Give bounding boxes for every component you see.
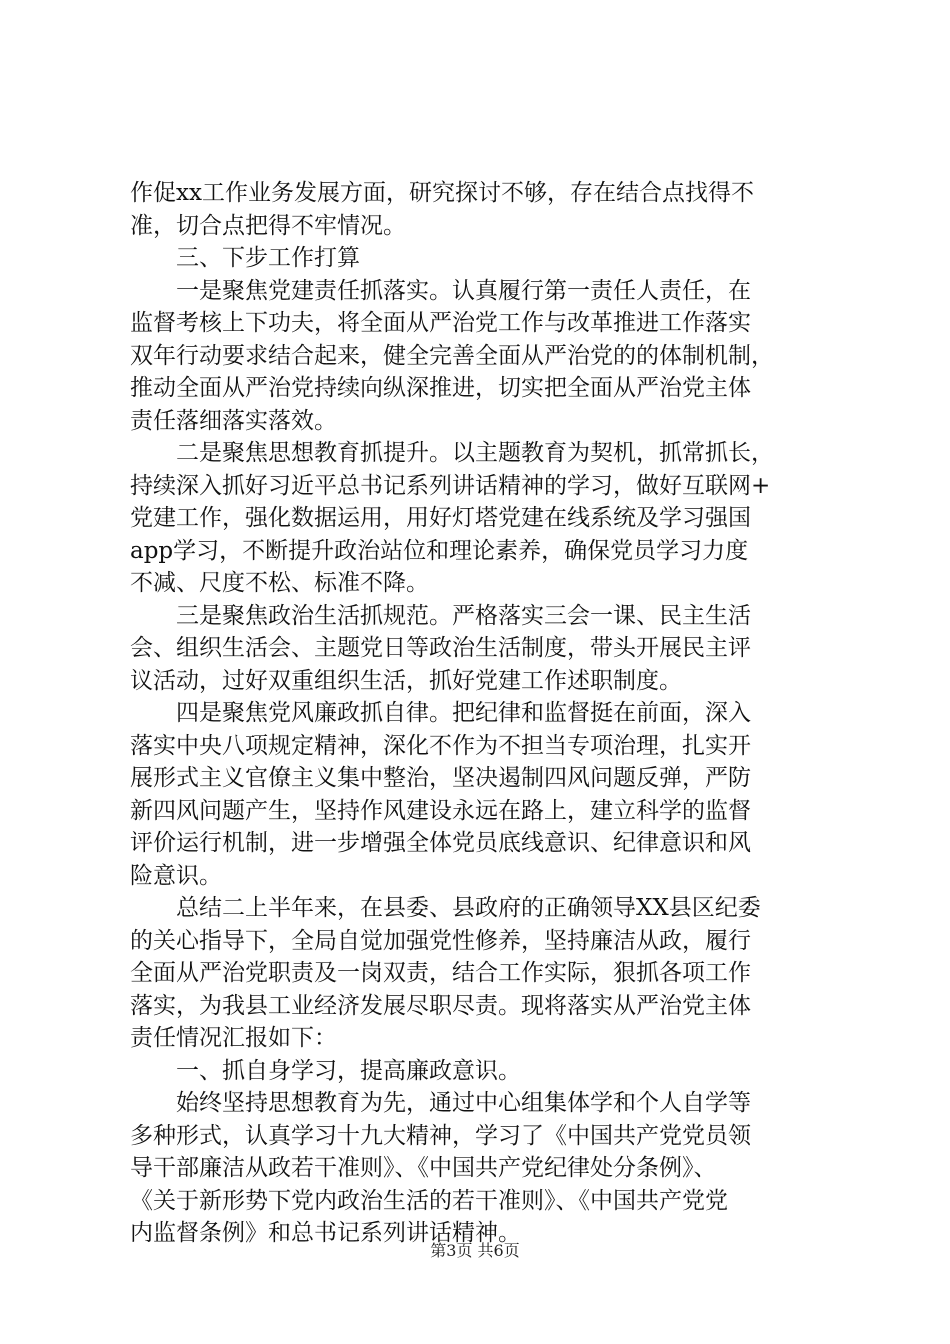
- text-line: 作促xx工作业务发展方面，研究探讨不够，存在结合点找得不: [130, 180, 754, 206]
- text-line: 展形式主义官僚主义集中整治，坚决遏制四风问题反弹，严防: [130, 765, 751, 791]
- text-line: 一、抓自身学习，提高廉政意识。: [176, 1057, 521, 1084]
- text-line: 双年行动要求结合起来，健全完善全面从严治党的的体制机制，: [130, 342, 774, 369]
- text-line: 党建工作，强化数据运用，用好灯塔党建在线系统及学习强国: [130, 505, 751, 531]
- text-line: 始终坚持思想教育为先，通过中心组集体学和个人自学等: [176, 1090, 751, 1116]
- text-line: 落实中央八项规定精神，深化不作为不担当专项治理，扎实开: [130, 732, 751, 759]
- text-line: app学习，不断提升政治站位和理论素养，确保党员学习力度: [130, 537, 749, 564]
- text-line: 监督考核上下功夫，将全面从严治党工作与改革推进工作落实: [130, 310, 751, 336]
- text-line: 准，切合点把得不牢情况。: [130, 212, 406, 239]
- text-line: 责任落细落实落效。: [130, 407, 337, 434]
- text-line: 新四风问题产生，坚持作风建设永远在路上，建立科学的监督: [130, 797, 751, 824]
- text-line: 四是聚焦党风廉政抓自律。把纪律和监督挺在前面，深入: [176, 700, 751, 726]
- text-line: 评价运行机制，进一步增强全体党员底线意识、纪律意识和风: [130, 830, 751, 856]
- text-line: 险意识。: [130, 862, 222, 889]
- text-line: 全面从严治党职责及一岗双责，结合工作实际，狠抓各项工作: [130, 960, 751, 986]
- text-line: 多种形式，认真学习十九大精神，学习了《中国共产党党员领: [130, 1122, 751, 1149]
- text-line: 《关于新形势下党内政治生活的若干准则》、《中国共产党党: [130, 1187, 728, 1214]
- text-line: 议活动，过好双重组织生活，抓好党建工作述职制度。: [130, 667, 682, 694]
- text-line: 三、下步工作打算: [176, 245, 360, 271]
- page-number-footer: 第3页 共6页: [430, 1241, 520, 1260]
- text-line: 责任情况汇报如下：: [130, 1025, 337, 1051]
- text-line: 导干部廉洁从政若干准则》、《中国共产党纪律处分条例》、: [130, 1155, 717, 1181]
- text-line: 内监督条例》和总书记系列讲话精神。: [130, 1220, 521, 1246]
- text-line: 不减、尺度不松、标准不降。: [130, 570, 429, 596]
- text-line: 落实，为我县工业经济发展尽职尽责。现将落实从严治党主体: [130, 992, 751, 1019]
- text-line: 三是聚焦政治生活抓规范。严格落实三会一课、民主生活: [176, 602, 751, 629]
- text-line: 推动全面从严治党持续向纵深推进，切实把全面从严治党主体: [130, 375, 751, 401]
- text-line: 二是聚焦思想教育抓提升。以主题教育为契机，抓常抓长，: [176, 440, 774, 466]
- text-line: 的关心指导下，全局自觉加强党性修养，坚持廉洁从政，履行: [130, 927, 751, 954]
- text-line: 会、组织生活会、主题党日等政治生活制度，带头开展民主评: [130, 635, 751, 661]
- text-line: 持续深入抓好习近平总书记系列讲话精神的学习，做好互联网+: [130, 472, 771, 499]
- text-line: 一是聚焦党建责任抓落实。认真履行第一责任人责任，在: [176, 277, 751, 304]
- text-line: 总结二上半年来，在县委、县政府的正确领导XX县区纪委: [176, 895, 761, 921]
